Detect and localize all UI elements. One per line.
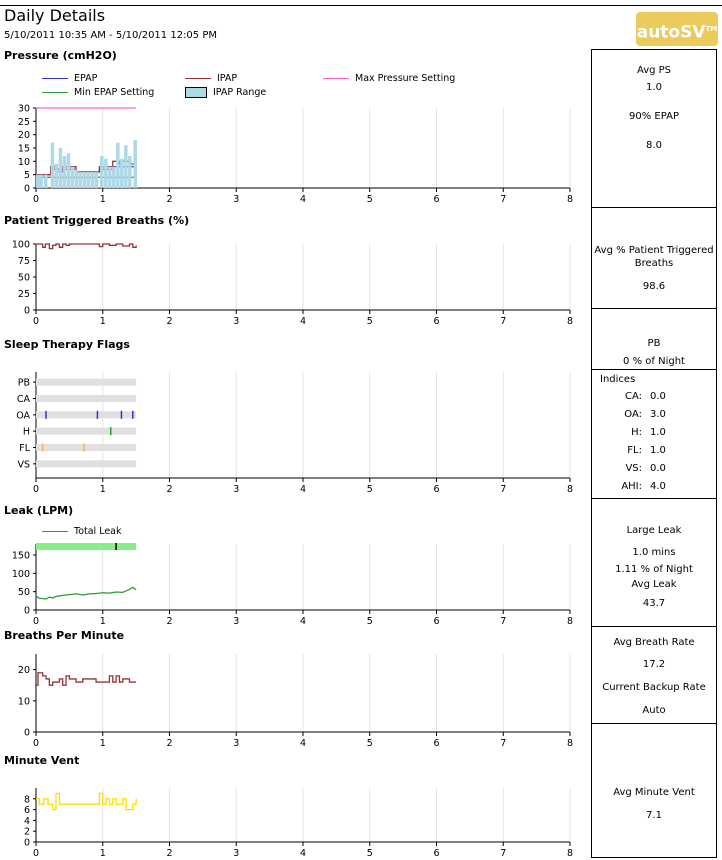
y-tick-label: 30 (17, 103, 30, 115)
x-tick-label: 5 (366, 738, 373, 749)
x-tick-label: 2 (166, 738, 173, 749)
x-tick-label: 1 (99, 484, 106, 495)
ipap-range-bar (79, 172, 83, 188)
legend-ipap-range (185, 87, 266, 98)
index-row-ahi (592, 481, 692, 497)
x-tick-label: 7 (500, 484, 507, 495)
x-tick-label: 7 (500, 616, 507, 627)
y-tick-label: 5 (23, 170, 30, 182)
index-row-fl (592, 445, 692, 461)
legend-epap-label: EPAP (74, 73, 98, 84)
x-tick-label: 0 (32, 194, 40, 205)
page-title: Daily Details (4, 6, 106, 25)
legend-range-label: IPAP Range (213, 87, 267, 98)
x-tick-label: 0 (32, 316, 40, 327)
pb-label: PB (647, 338, 661, 349)
flag-row-band (36, 444, 136, 451)
index-label: FL: (627, 445, 642, 456)
legend-epap (42, 73, 97, 84)
index-row-vs (592, 463, 692, 479)
y-tick-label: 2 (23, 826, 30, 838)
y-tick-label: 0 (23, 837, 30, 849)
x-tick-label: 5 (366, 616, 373, 627)
breaths-title: Breaths Per Minute (4, 629, 125, 642)
x-tick-label: 3 (233, 848, 240, 859)
index-row-h (592, 427, 692, 443)
minute-vent-stats-panel (591, 723, 717, 858)
x-tick-label: 1 (99, 738, 106, 749)
flag-category-label: OA (16, 410, 30, 422)
ipap-range-bar (67, 153, 71, 188)
flag-row-band (36, 460, 136, 467)
autosv-logo (636, 12, 718, 46)
x-tick-label: 6 (433, 848, 440, 859)
x-tick-label: 3 (233, 738, 240, 749)
y-tick-label: 25 (17, 289, 30, 300)
y-tick-label: 100 (11, 568, 30, 580)
legend-leak-label: Total Leak (74, 526, 122, 537)
x-tick-label: 1 (99, 316, 106, 327)
x-tick-label: 2 (166, 194, 173, 205)
x-tick-label: 0 (32, 616, 40, 627)
flags-title: Sleep Therapy Flags (4, 338, 130, 351)
x-tick-label: 6 (433, 484, 440, 495)
index-label: CA: (624, 391, 642, 402)
flag-category-label: H (22, 426, 30, 438)
total-leak-line (36, 587, 136, 599)
large-leak-mins: 1.0 mins (632, 547, 676, 558)
y-tick-label: 4 (23, 815, 30, 827)
legend-leak-swatch (42, 531, 68, 532)
x-tick-label: 4 (299, 484, 307, 495)
y-tick-label: 6 (23, 805, 30, 817)
x-tick-label: 0 (32, 484, 40, 495)
minute-vent-line (36, 793, 136, 809)
index-label: OA: (624, 409, 642, 420)
flags-chart (0, 360, 590, 500)
x-tick-label: 4 (299, 194, 307, 205)
y-tick-label: 25 (17, 116, 30, 128)
ipap-range-bar (133, 140, 137, 188)
pressure-stats-panel (591, 49, 717, 208)
ipap-range-bar (59, 148, 63, 188)
y-tick-label: 75 (17, 256, 30, 267)
x-tick-label: 6 (433, 616, 440, 627)
logo-text: autoSV (636, 22, 706, 43)
y-tick-label: 150 (11, 550, 30, 562)
avg-breath-rate-label: Avg Breath Rate (613, 637, 695, 648)
flag-category-label: FL (19, 443, 30, 454)
x-tick-label: 1 (99, 848, 106, 859)
ipap-range-bar (120, 159, 124, 188)
ipap-range-bar (116, 143, 120, 188)
avg-triggered-value: 98.6 (642, 281, 666, 292)
y-tick-label: 50 (17, 272, 30, 284)
pressure-title: Pressure (cmH2O) (4, 49, 117, 62)
flag-category-label: CA (16, 394, 30, 405)
index-value: 1.0 (650, 445, 666, 456)
large-leak-bar (36, 543, 136, 550)
legend-max-label: Max Pressure Setting (355, 73, 456, 84)
legend-min-swatch (42, 92, 68, 93)
ipap-range-bar (75, 169, 79, 188)
x-tick-label: 4 (299, 316, 307, 327)
ipap-range-bar (91, 172, 95, 188)
flag-row-band (36, 395, 136, 402)
x-tick-label: 7 (500, 738, 507, 749)
x-tick-label: 4 (299, 848, 307, 859)
epap-90-value: 8.0 (646, 140, 662, 151)
x-tick-label: 7 (500, 848, 507, 859)
ipap-range-bar (51, 143, 55, 188)
legend-range-swatch (185, 87, 207, 98)
y-tick-label: 0 (23, 183, 30, 195)
ipap-range-bar (44, 175, 48, 188)
y-tick-label: 10 (17, 156, 30, 168)
triggered-stats-panel (591, 207, 717, 309)
x-tick-label: 5 (366, 316, 373, 327)
minute-vent-chart (0, 780, 590, 860)
index-row-oa (592, 409, 692, 425)
index-label: VS: (625, 463, 642, 474)
x-tick-label: 4 (299, 738, 307, 749)
breaths-per-minute-line (36, 673, 136, 685)
x-tick-label: 0 (32, 848, 40, 859)
large-leak-label: Large Leak (626, 525, 682, 536)
pressure-chart (0, 100, 590, 212)
index-value: 0.0 (650, 463, 666, 474)
x-tick-label: 8 (566, 316, 574, 327)
legend-total-leak (42, 526, 122, 537)
avg-breath-rate-value: 17.2 (642, 659, 666, 670)
index-label: H: (631, 427, 642, 438)
x-tick-label: 3 (233, 194, 240, 205)
breath-stats-panel (591, 626, 717, 724)
index-value: 3.0 (650, 409, 666, 420)
avg-minute-vent-value: 7.1 (646, 810, 662, 821)
large-leak-percent: 1.11 % of Night (615, 564, 693, 575)
x-tick-label: 5 (366, 194, 373, 205)
ipap-range-bar (108, 167, 112, 188)
x-tick-label: 2 (166, 316, 173, 327)
x-tick-label: 8 (566, 738, 574, 749)
ipap-range-bar (71, 167, 75, 188)
x-tick-label: 8 (566, 848, 574, 859)
patient-triggered-breaths-line (36, 244, 136, 249)
legend-ipap-label: IPAP (217, 73, 238, 84)
legend-min-label: Min EPAP Setting (74, 87, 155, 98)
x-tick-label: 3 (233, 484, 240, 495)
logo-trademark: TM (705, 25, 718, 33)
y-tick-label: 8 (23, 794, 30, 806)
legend-max-pressure (323, 73, 455, 84)
index-label: AHI: (621, 481, 642, 492)
x-tick-label: 4 (299, 616, 307, 627)
index-value: 4.0 (650, 481, 666, 492)
x-tick-label: 1 (99, 194, 106, 205)
x-tick-label: 7 (500, 194, 507, 205)
index-value: 0.0 (650, 391, 666, 402)
backup-rate-label: Current Backup Rate (602, 682, 706, 693)
ipap-range-bar (95, 172, 99, 188)
x-tick-label: 1 (99, 616, 106, 627)
y-tick-label: 0 (23, 605, 30, 617)
avg-ps-label: Avg PS (636, 65, 672, 76)
ipap-range-bar (104, 159, 108, 188)
avg-ps-value: 1.0 (646, 82, 662, 93)
date-range: 5/10/2011 10:35 AM - 5/10/2011 12:05 PM (4, 30, 217, 41)
ipap-range-bar (124, 145, 128, 188)
flag-row-band (36, 379, 136, 386)
x-tick-label: 6 (433, 316, 440, 327)
leak-title: Leak (LPM) (4, 504, 74, 517)
indices-panel (591, 369, 717, 499)
y-tick-label: 50 (17, 587, 30, 599)
legend-ipap (185, 73, 237, 84)
avg-leak-value: 43.7 (642, 598, 666, 609)
x-tick-label: 2 (166, 848, 173, 859)
index-row-ca (592, 391, 692, 407)
ipap-range-bar (100, 156, 104, 188)
ipap-range-bar (128, 156, 132, 188)
x-tick-label: 7 (500, 316, 507, 327)
patient-triggered-title: Patient Triggered Breaths (%) (4, 214, 190, 227)
leak-chart (0, 540, 590, 628)
avg-triggered-label: Avg % Patient Triggered Breaths (594, 245, 714, 269)
x-tick-label: 3 (233, 616, 240, 627)
x-tick-label: 8 (566, 616, 574, 627)
x-tick-label: 3 (233, 316, 240, 327)
patient-triggered-chart (0, 236, 590, 334)
x-tick-label: 5 (366, 484, 373, 495)
y-tick-label: 100 (11, 239, 30, 251)
top-rule (0, 5, 722, 6)
x-tick-label: 2 (166, 484, 173, 495)
y-tick-label: 20 (17, 665, 30, 677)
ipap-range-bar (87, 172, 91, 188)
ipap-range-bar (36, 175, 40, 188)
ipap-range-bar (55, 164, 59, 188)
avg-leak-label: Avg Leak (631, 579, 677, 590)
legend-min-epap (42, 87, 154, 98)
legend-ipap-swatch (185, 78, 211, 79)
flag-category-label: PB (17, 377, 30, 389)
y-tick-label: 20 (17, 130, 30, 142)
x-tick-label: 8 (566, 194, 574, 205)
y-tick-label: 10 (17, 696, 30, 708)
y-tick-label: 15 (17, 143, 30, 155)
indices-title: Indices (600, 374, 636, 385)
flag-category-label: VS (17, 459, 30, 471)
ipap-range-bar (39, 175, 43, 188)
breaths-chart (0, 650, 590, 750)
y-tick-label: 0 (23, 305, 30, 317)
avg-minute-vent-label: Avg Minute Vent (613, 787, 695, 798)
legend-max-swatch (323, 78, 349, 79)
x-tick-label: 6 (433, 194, 440, 205)
pb-stats-panel (591, 308, 717, 370)
legend-epap-swatch (42, 78, 68, 79)
epap-90-label: 90% EPAP (629, 111, 679, 122)
ipap-range-bar (83, 172, 87, 188)
ipap-range-bar (112, 167, 116, 188)
backup-rate-value: Auto (642, 705, 666, 716)
index-value: 1.0 (650, 427, 666, 438)
y-tick-label: 0 (23, 727, 30, 739)
x-tick-label: 0 (32, 738, 40, 749)
leak-stats-panel (591, 498, 717, 627)
pb-value: 0 % of Night (623, 356, 685, 367)
x-tick-label: 5 (366, 848, 373, 859)
flag-row-band (36, 428, 136, 435)
x-tick-label: 6 (433, 738, 440, 749)
ipap-range-bar (63, 156, 66, 188)
minute-vent-title: Minute Vent (4, 754, 80, 767)
x-tick-label: 8 (566, 484, 574, 495)
x-tick-label: 2 (166, 616, 173, 627)
